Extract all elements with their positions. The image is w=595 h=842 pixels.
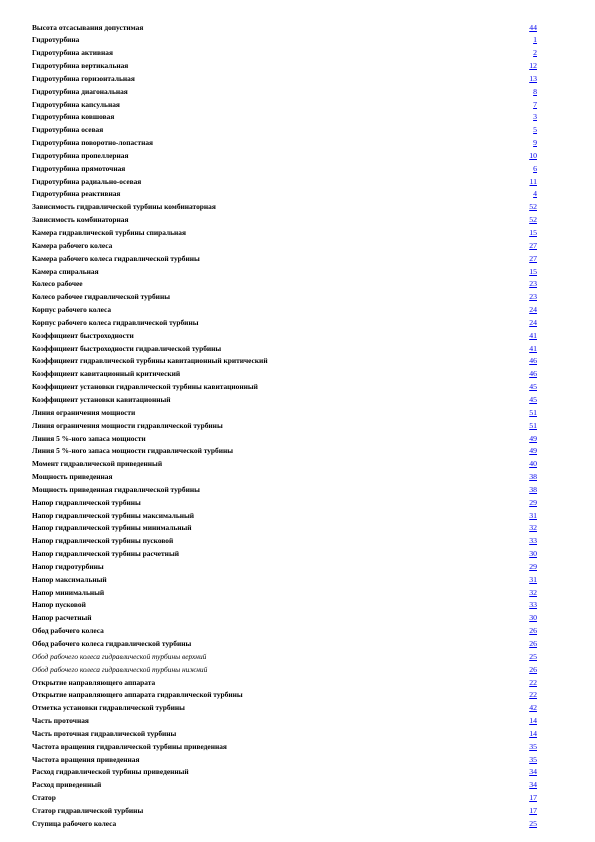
index-entry bbox=[32, 805, 537, 818]
page-number-link[interactable]: 51 bbox=[529, 420, 537, 430]
page-number-link[interactable]: 38 bbox=[529, 484, 537, 494]
page-number-link[interactable]: 46 bbox=[529, 369, 537, 379]
index-term: Коэффициент быстроходности гидравлической турбины bbox=[32, 343, 222, 353]
index-term: Гидротурбина пропеллерная bbox=[32, 150, 129, 160]
index-term: Гидротурбина поворотно-лопастная bbox=[32, 138, 154, 148]
page-number-link[interactable]: 26 bbox=[529, 639, 537, 648]
page-number-link[interactable]: 6 bbox=[533, 163, 537, 173]
page-number-link[interactable]: 26 bbox=[529, 664, 537, 674]
index-term: Коэффициент установки кавитационный bbox=[32, 394, 171, 404]
index-entry bbox=[32, 99, 537, 112]
index-term: Часть проточная гидравлической турбины bbox=[32, 728, 177, 738]
page-number-link[interactable]: 7 bbox=[533, 99, 537, 109]
index-entry bbox=[32, 445, 537, 458]
index-term: Отметка установки гидравлической турбины bbox=[32, 703, 185, 713]
index-term: Гидротурбина реактивная bbox=[32, 189, 121, 199]
page-number-link[interactable]: 40 bbox=[529, 459, 537, 469]
index-entry bbox=[32, 522, 537, 535]
index-term: Напор пусковой bbox=[32, 600, 86, 610]
index-term: Зависимость комбинаторная bbox=[32, 215, 129, 225]
index-entry bbox=[32, 599, 537, 612]
page-number-link[interactable]: 17 bbox=[529, 805, 537, 815]
page-number-link[interactable]: 14 bbox=[529, 728, 537, 738]
index-term: Колесо рабочее bbox=[32, 279, 83, 289]
page-number-link[interactable]: 52 bbox=[529, 215, 537, 225]
index-term: Напор гидравлической турбины минимальный bbox=[32, 523, 192, 533]
index-entry bbox=[32, 317, 537, 330]
page-number-link[interactable]: 31 bbox=[529, 574, 537, 584]
index-term: Колесо рабочее гидравлической турбины bbox=[32, 292, 170, 302]
index-term: Гидротурбина активная bbox=[32, 48, 114, 58]
index-entry bbox=[32, 471, 537, 484]
index-entry bbox=[32, 625, 537, 638]
page-number-link[interactable]: 8 bbox=[533, 86, 537, 96]
index-entry bbox=[32, 587, 537, 600]
index-term: Гидротурбина капсульная bbox=[32, 99, 120, 109]
page-number-link[interactable]: 5 bbox=[533, 125, 537, 135]
index-entry bbox=[32, 60, 537, 73]
index-entry bbox=[32, 266, 537, 279]
page-number-link[interactable]: 25 bbox=[529, 651, 537, 661]
page-number-link[interactable]: 52 bbox=[529, 202, 537, 212]
index-term: Обод рабочего колеса гидравлической турбины bbox=[32, 639, 192, 648]
page-number-link[interactable]: 2 bbox=[533, 48, 537, 58]
index-entry bbox=[32, 702, 537, 715]
index-entry bbox=[32, 227, 537, 240]
page-number-link[interactable]: 45 bbox=[529, 382, 537, 392]
index-term: Гидротурбина осевая bbox=[32, 125, 104, 135]
index-term: Расход гидравлической турбины приведенный bbox=[32, 767, 189, 777]
index-term: Напор гидравлической турбины максимальный bbox=[32, 510, 195, 520]
index-entry bbox=[32, 779, 537, 792]
index-term: Мощность приведенная bbox=[32, 472, 113, 482]
page-number-link[interactable]: 31 bbox=[529, 510, 537, 520]
index-term: Ступица рабочего колеса bbox=[32, 818, 117, 828]
page-number-link[interactable]: 33 bbox=[529, 600, 537, 610]
index-entry bbox=[32, 818, 537, 831]
page-number-link[interactable]: 3 bbox=[533, 112, 537, 122]
index-term: Статор bbox=[32, 793, 56, 803]
index-entry bbox=[32, 201, 537, 214]
index-term: Корпус рабочего колеса гидравлической турбины bbox=[32, 317, 199, 327]
page-number-link[interactable]: 13 bbox=[529, 73, 537, 83]
page-number-link[interactable]: 24 bbox=[529, 317, 537, 327]
page-number-link[interactable]: 41 bbox=[529, 330, 537, 340]
page-number-link[interactable]: 44 bbox=[529, 22, 537, 32]
page-number-link[interactable]: 34 bbox=[529, 767, 537, 777]
index-term: Статор гидравлической турбины bbox=[32, 805, 144, 815]
index-term: Гидротурбина bbox=[32, 35, 80, 45]
index-term: Напор гидравлической турбины пусковой bbox=[32, 536, 174, 546]
page-number-link[interactable]: 35 bbox=[529, 741, 537, 751]
index-term: Напор гидравлической турбины расчетный bbox=[32, 549, 179, 559]
index-term: Обод рабочего колеса bbox=[32, 626, 104, 636]
page-number-link[interactable]: 14 bbox=[529, 716, 537, 726]
index-entry bbox=[32, 728, 537, 741]
index-term: Часть проточная bbox=[32, 716, 89, 726]
page-number-link[interactable]: 49 bbox=[529, 446, 537, 456]
index-entry bbox=[32, 150, 537, 163]
index-entry bbox=[32, 188, 537, 201]
index-term: Зависимость гидравлической турбины комбинаторная bbox=[32, 202, 216, 212]
index-term: Камера рабочего колеса гидравлической турбины bbox=[32, 253, 200, 263]
index-term: Гидротурбина вертикальная bbox=[32, 61, 129, 71]
index-entry bbox=[32, 433, 537, 446]
index-term: Открытие направляющего аппарата гидравлической турбины bbox=[32, 690, 243, 700]
index-entry bbox=[32, 612, 537, 625]
index-entry bbox=[32, 240, 537, 253]
index-entry bbox=[32, 535, 537, 548]
page-number-link[interactable]: 38 bbox=[529, 472, 537, 482]
index-entry bbox=[32, 715, 537, 728]
index-entry bbox=[32, 484, 537, 497]
page-number-link[interactable]: 11 bbox=[529, 176, 537, 186]
index-entry bbox=[32, 754, 537, 767]
index-entry bbox=[32, 355, 537, 368]
index-entry bbox=[32, 253, 537, 266]
index-entry bbox=[32, 163, 537, 176]
page-number-link[interactable]: 9 bbox=[533, 138, 537, 148]
index-entry bbox=[32, 124, 537, 137]
index-term: Высота отсасывания допустимая bbox=[32, 22, 144, 32]
index-term: Гидротурбина диагональная bbox=[32, 86, 128, 96]
index-entry bbox=[32, 561, 537, 574]
index-entry bbox=[32, 291, 537, 304]
index-term: Гидротурбина радиально-осевая bbox=[32, 176, 142, 186]
index-term: Коэффициент гидравлической турбины кавитационный критический bbox=[32, 356, 268, 366]
index-entry bbox=[32, 766, 537, 779]
index-term: Частота вращения приведенная bbox=[32, 754, 140, 764]
index-entry bbox=[32, 689, 537, 702]
alphabetical-index bbox=[32, 22, 537, 831]
index-entry bbox=[32, 548, 537, 561]
index-term: Открытие направляющего аппарата bbox=[32, 677, 156, 687]
index-entry bbox=[32, 458, 537, 471]
index-entry bbox=[32, 651, 537, 664]
index-entry bbox=[32, 368, 537, 381]
index-entry bbox=[32, 381, 537, 394]
index-entry bbox=[32, 664, 537, 677]
page-number-link[interactable]: 33 bbox=[529, 536, 537, 546]
page-number-link[interactable]: 30 bbox=[529, 613, 537, 623]
index-term: Коэффициент быстроходности bbox=[32, 330, 134, 340]
index-term: Камера гидравлической турбины спиральная bbox=[32, 228, 187, 237]
index-term: Напор максимальный bbox=[32, 574, 107, 584]
page-number-link[interactable]: 24 bbox=[529, 305, 537, 315]
index-entry bbox=[32, 176, 537, 189]
index-term: Момент гидравлической приведенный bbox=[32, 459, 163, 469]
page-number-link[interactable]: 12 bbox=[529, 61, 537, 71]
page-number-link[interactable]: 22 bbox=[529, 690, 537, 700]
page-number-link[interactable]: 4 bbox=[533, 189, 537, 199]
page-number-link[interactable]: 29 bbox=[529, 561, 537, 571]
page-number-link[interactable]: 15 bbox=[529, 266, 537, 276]
index-term: Напор расчетный bbox=[32, 613, 92, 623]
index-entry bbox=[32, 638, 537, 651]
index-term: Частота вращения гидравлической турбины приведенная bbox=[32, 741, 227, 751]
page-number-link[interactable]: 46 bbox=[529, 356, 537, 366]
page-number-link[interactable]: 51 bbox=[529, 407, 537, 417]
page-number-link[interactable]: 32 bbox=[529, 523, 537, 533]
index-entry bbox=[32, 741, 537, 754]
index-entry bbox=[32, 111, 537, 124]
index-term: Линия 5 %-ного запаса мощности bbox=[32, 433, 146, 443]
index-entry bbox=[32, 394, 537, 407]
index-entry bbox=[32, 73, 537, 86]
index-entry bbox=[32, 214, 537, 227]
index-term: Коэффициент установки гидравлической турбины кавитационный bbox=[32, 382, 258, 392]
page-number-link[interactable]: 29 bbox=[529, 497, 537, 507]
index-term: Камера спиральная bbox=[32, 266, 99, 276]
index-term: Напор гидротурбины bbox=[32, 561, 104, 571]
index-entry bbox=[32, 420, 537, 433]
page-number-link[interactable]: 27 bbox=[529, 240, 537, 250]
index-entry bbox=[32, 343, 537, 356]
page-number-link[interactable]: 27 bbox=[529, 253, 537, 263]
page-number-link[interactable]: 32 bbox=[529, 587, 537, 597]
page-number-link[interactable]: 25 bbox=[529, 818, 537, 828]
index-entry bbox=[32, 677, 537, 690]
page-number-link[interactable]: 10 bbox=[529, 150, 537, 160]
index-term: Гидротурбина прямоточная bbox=[32, 163, 126, 173]
index-term: Линия ограничения мощности гидравлической турбины bbox=[32, 420, 223, 430]
index-entry bbox=[32, 497, 537, 510]
page-number-link[interactable]: 1 bbox=[533, 35, 537, 45]
index-term: Гидротурбина горизонтальная bbox=[32, 73, 135, 83]
index-entry bbox=[32, 47, 537, 60]
page-number-link[interactable]: 41 bbox=[529, 343, 537, 353]
index-entry bbox=[32, 34, 537, 47]
page-number-link[interactable]: 23 bbox=[529, 279, 537, 289]
index-term: Гидротурбина ковшовая bbox=[32, 112, 115, 122]
index-term: Корпус рабочего колеса bbox=[32, 305, 112, 315]
page-number-link[interactable]: 42 bbox=[529, 703, 537, 713]
index-term: Камера рабочего колеса bbox=[32, 240, 113, 250]
index-term: Обод рабочего колеса гидравлической турбины нижний bbox=[32, 664, 208, 674]
index-term: Обод рабочего колеса гидравлической турбины верхний bbox=[32, 651, 207, 661]
page-number-link[interactable]: 17 bbox=[529, 793, 537, 803]
index-term: Линия ограничения мощности bbox=[32, 407, 136, 417]
index-term: Линия 5 %-ного запаса мощности гидравлической турбины bbox=[32, 446, 234, 456]
page-number-link[interactable]: 49 bbox=[529, 433, 537, 443]
page-number-link[interactable]: 22 bbox=[529, 677, 537, 687]
index-entry bbox=[32, 137, 537, 150]
index-entry bbox=[32, 22, 537, 35]
index-term: Коэффициент кавитационный критический bbox=[32, 369, 181, 379]
index-entry bbox=[32, 407, 537, 420]
index-entry bbox=[32, 86, 537, 99]
index-term: Напор минимальный bbox=[32, 587, 105, 597]
index-entry bbox=[32, 278, 537, 291]
index-entry bbox=[32, 792, 537, 805]
page-number-link[interactable]: 23 bbox=[529, 292, 537, 302]
index-entry bbox=[32, 574, 537, 587]
index-term: Напор гидравлической турбины bbox=[32, 497, 141, 507]
index-term: Расход приведенный bbox=[32, 780, 102, 790]
index-entry bbox=[32, 510, 537, 523]
page-number-link[interactable]: 30 bbox=[529, 549, 537, 559]
index-entry bbox=[32, 304, 537, 317]
page-number-link[interactable]: 15 bbox=[529, 228, 537, 237]
page-number-link[interactable]: 45 bbox=[529, 394, 537, 404]
page-number-link[interactable]: 35 bbox=[529, 754, 537, 764]
page-number-link[interactable]: 26 bbox=[529, 626, 537, 636]
index-term: Мощность приведенная гидравлической турбины bbox=[32, 484, 200, 494]
page-number-link[interactable]: 34 bbox=[529, 780, 537, 790]
index-entry bbox=[32, 330, 537, 343]
